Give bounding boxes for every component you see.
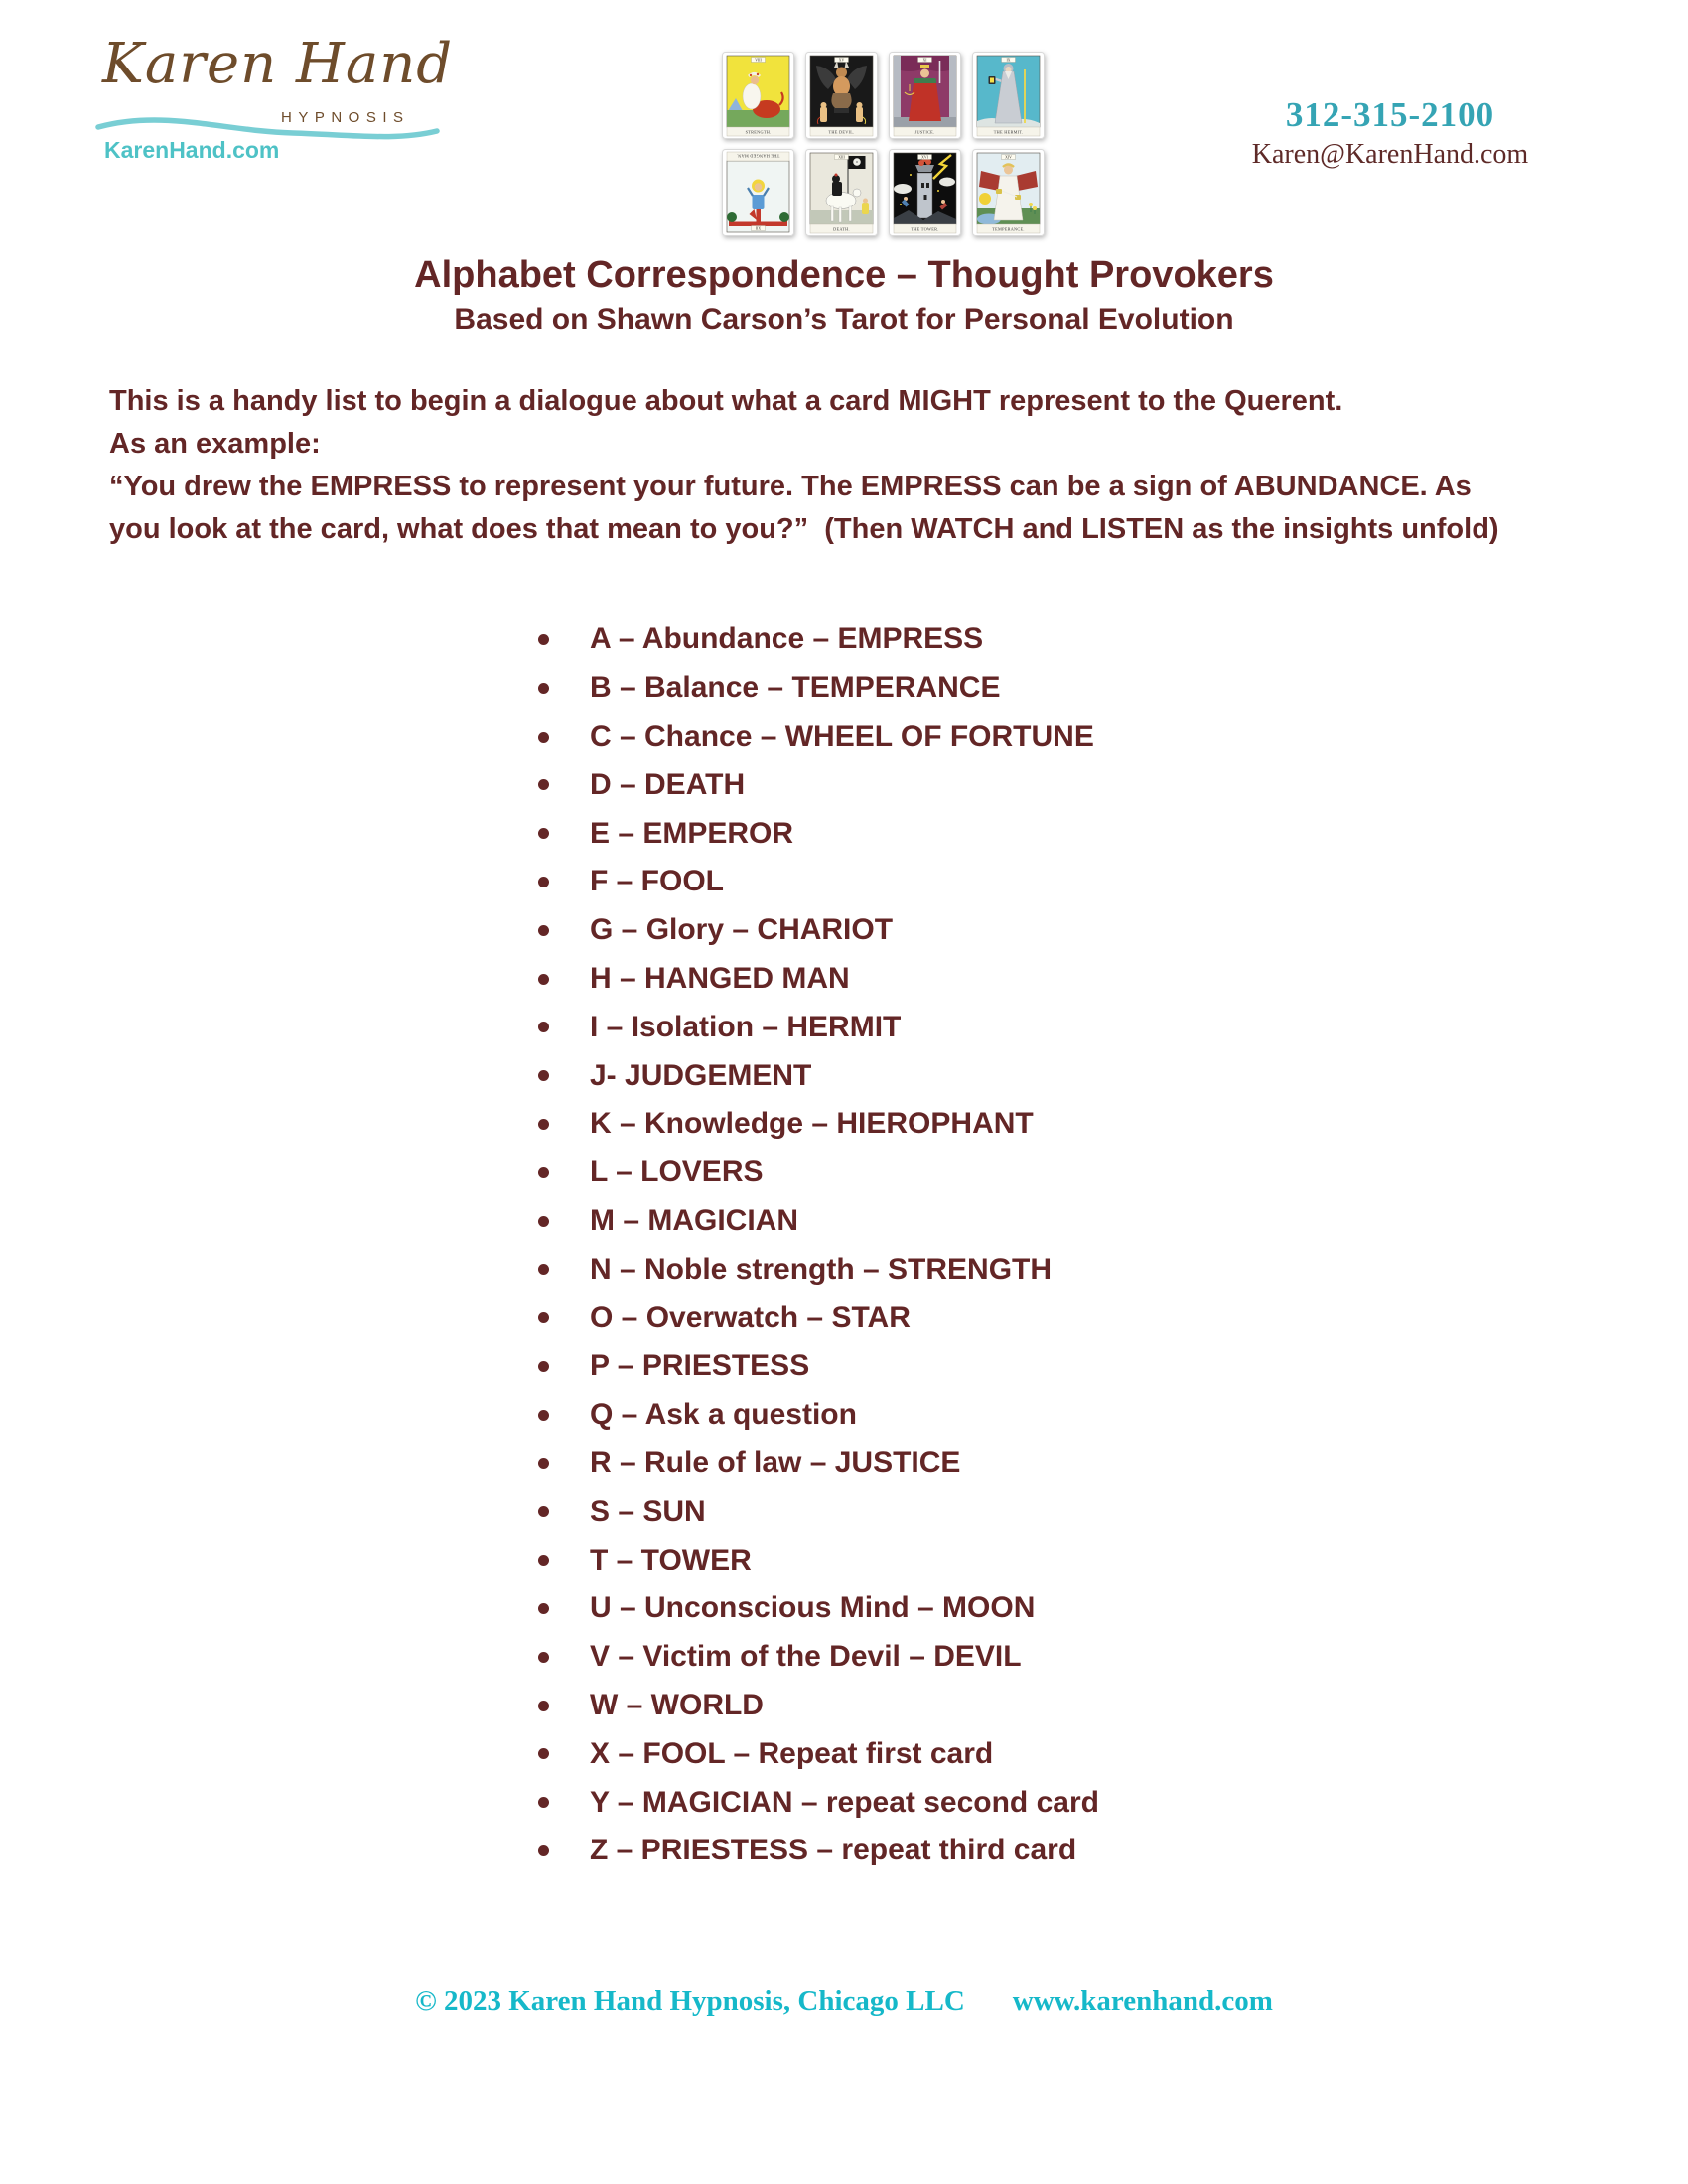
list-item: K – Knowledge – HIEROPHANT bbox=[590, 1100, 1099, 1149]
list-item: I – Isolation – HERMIT bbox=[590, 1003, 1099, 1051]
svg-text:XV: XV bbox=[838, 58, 845, 63]
intro-line: you look at the card, what does that mean to you?” (Then WATCH and LISTEN as the insights unfold) bbox=[109, 513, 1499, 545]
contact-block bbox=[1246, 95, 1534, 171]
list-item: D – DEATH bbox=[590, 760, 1099, 809]
death-card-art bbox=[805, 149, 878, 236]
karen-hand-logo bbox=[94, 32, 454, 175]
logo-script-name: Karen Hand bbox=[102, 32, 454, 96]
list-item: J- JUDGEMENT bbox=[590, 1051, 1099, 1100]
svg-text:IX: IX bbox=[1006, 58, 1011, 63]
list-item: T – TOWER bbox=[590, 1536, 1099, 1584]
list-item: U – Unconscious Mind – MOON bbox=[590, 1584, 1099, 1633]
list-item: P – PRIESTESS bbox=[590, 1342, 1099, 1391]
list-item: E – EMPEROR bbox=[590, 809, 1099, 858]
devil-card-art bbox=[805, 52, 878, 139]
list-item: S – SUN bbox=[590, 1487, 1099, 1536]
intro-line: This is a handy list to begin a dialogue about what a card MIGHT represent to the Querent. bbox=[109, 385, 1343, 417]
hanged-man-card-art bbox=[722, 149, 794, 236]
list-item: L – LOVERS bbox=[590, 1149, 1099, 1197]
footer-website-link[interactable]: www.karenhand.com bbox=[1012, 1985, 1273, 2017]
svg-text:XIII: XIII bbox=[838, 155, 845, 160]
list-item: Z – PRIESTESS – repeat third card bbox=[590, 1827, 1099, 1875]
svg-text:STRENGTH.: STRENGTH. bbox=[745, 129, 772, 135]
tarot-card-the-tower bbox=[889, 149, 961, 236]
list-item: F – FOOL bbox=[590, 858, 1099, 906]
tarot-card-strength bbox=[722, 52, 794, 139]
svg-text:THE TOWER.: THE TOWER. bbox=[911, 226, 939, 232]
tarot-card-the-hermit bbox=[972, 52, 1045, 139]
svg-text:DEATH.: DEATH. bbox=[833, 226, 850, 232]
footer-copyright: © 2023 Karen Hand Hypnosis, Chicago LLC bbox=[415, 1985, 965, 2017]
alphabet-correspondence-list bbox=[590, 615, 1099, 1875]
tarot-card-the-hanged-man-reversed bbox=[722, 149, 794, 236]
page-title: Alphabet Correspondence – Thought Provokers bbox=[414, 254, 1274, 296]
intro-line: “You drew the EMPRESS to represent your future. The EMPRESS can be a sign of ABUNDANCE. As bbox=[109, 471, 1472, 502]
tarot-cards-grid bbox=[722, 52, 1045, 236]
list-item: O – Overwatch – STAR bbox=[590, 1294, 1099, 1342]
tarot-card-death bbox=[805, 149, 878, 236]
list-item: Q – Ask a question bbox=[590, 1391, 1099, 1439]
list-item: N – Noble strength – STRENGTH bbox=[590, 1245, 1099, 1294]
tarot-card-temperance bbox=[972, 149, 1045, 236]
list-item: B – Balance – TEMPERANCE bbox=[590, 664, 1099, 713]
svg-text:XVI: XVI bbox=[921, 155, 928, 160]
logo-tagline: HYPNOSIS bbox=[281, 109, 410, 126]
tarot-card-justice bbox=[889, 52, 961, 139]
list-item: M – MAGICIAN bbox=[590, 1197, 1099, 1246]
svg-text:TEMPERANCE.: TEMPERANCE. bbox=[992, 226, 1025, 232]
svg-text:VIII: VIII bbox=[755, 58, 762, 63]
footer bbox=[0, 1985, 1688, 2018]
intro-paragraph bbox=[109, 380, 1499, 551]
svg-text:THE HANGED MAN.: THE HANGED MAN. bbox=[736, 153, 780, 159]
tower-card-art bbox=[889, 149, 961, 236]
phone-number-link[interactable]: 312-315-2100 bbox=[1285, 95, 1495, 134]
list-item: Y – MAGICIAN – repeat second card bbox=[590, 1778, 1099, 1827]
svg-text:XI: XI bbox=[922, 58, 927, 63]
list-item: H – HANGED MAN bbox=[590, 955, 1099, 1004]
list-item: G – Glory – CHARIOT bbox=[590, 906, 1099, 955]
list-item: V – Victim of the Devil – DEVIL bbox=[590, 1633, 1099, 1682]
hermit-card-art bbox=[972, 52, 1045, 139]
svg-text:XII: XII bbox=[755, 225, 762, 230]
intro-line: As an example: bbox=[109, 428, 321, 460]
svg-text:XIV: XIV bbox=[1005, 155, 1012, 160]
strength-card-art bbox=[722, 52, 794, 139]
list-item: X – FOOL – Repeat first card bbox=[590, 1729, 1099, 1778]
temperance-card-art bbox=[972, 149, 1045, 236]
logo-website-link[interactable]: KarenHand.com bbox=[104, 137, 280, 163]
justice-card-art bbox=[889, 52, 961, 139]
list-item: W – WORLD bbox=[590, 1682, 1099, 1730]
list-item: C – Chance – WHEEL OF FORTUNE bbox=[590, 713, 1099, 761]
tarot-card-the-devil bbox=[805, 52, 878, 139]
email-link[interactable]: Karen@KarenHand.com bbox=[1251, 139, 1529, 170]
svg-text:THE DEVIL.: THE DEVIL. bbox=[828, 129, 855, 135]
list-item: A – Abundance – EMPRESS bbox=[590, 615, 1099, 664]
page-subtitle: Based on Shawn Carson’s Tarot for Personal Evolution bbox=[454, 303, 1234, 336]
svg-text:THE HERMIT.: THE HERMIT. bbox=[993, 129, 1024, 135]
svg-text:JUSTICE.: JUSTICE. bbox=[914, 129, 935, 135]
list-item: R – Rule of law – JUSTICE bbox=[590, 1439, 1099, 1488]
